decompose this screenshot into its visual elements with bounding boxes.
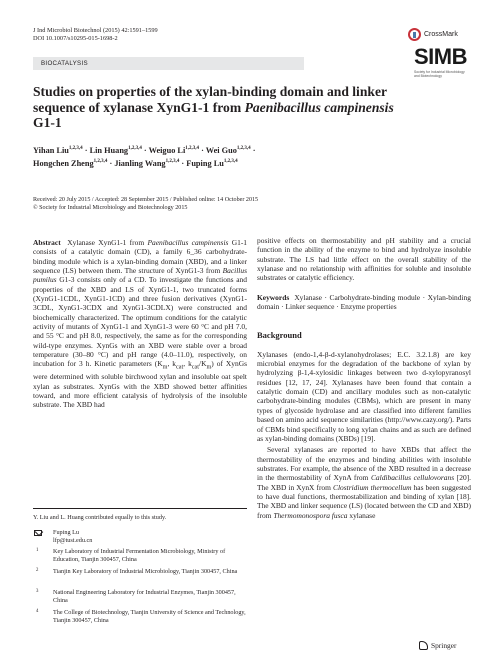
citation-link[interactable]: 19 [363, 433, 372, 443]
corresponding-name: Fuping Lu [53, 529, 79, 536]
keywords-label: Keywords [257, 292, 290, 302]
citation-link[interactable]: 12 [288, 377, 296, 387]
journal-line: J Ind Microbiol Biotechnol (2015) 42:1591–1599 [33, 27, 158, 34]
doi-line: DOI 10.1007/s10295-015-1698-2 [33, 35, 118, 43]
author-name: Wei Guo [205, 145, 237, 155]
author-list: Yihan Liu$^{1,2,3,4}$ · Lin Huang$^{1,2,3,4}$ · Weiguo Li$^{1,2,3,4}$ · Wei Guo$^{1,2,3,4}$ · Hongchen Zheng$^{1,2,3,4}$ · Jianling Wang$^{1,2,3,4}$ · Fuping Lu$^{1,2,3,4}$ [33, 145, 256, 168]
publication-dates [33, 196, 473, 212]
society-logo [414, 46, 474, 78]
springer-horse-icon [419, 641, 428, 650]
section-label: BIOCATALYSIS [33, 57, 304, 70]
corresponding-author [33, 529, 247, 545]
envelope-icon [34, 530, 42, 536]
keywords [257, 293, 471, 312]
author-name: Weiguo Li [148, 145, 186, 155]
article-title: Studies on properties of the xylan-binding domain and linker sequence of xylanase XynG1-1 from Paenibacillus campinensis G1-1 [33, 84, 394, 130]
cazy-url-link[interactable]: http://www.cazy.org/ [387, 415, 450, 425]
citation-link[interactable]: 20 [459, 473, 467, 483]
background-heading: Background [257, 330, 302, 341]
author-name: Jianling Wang [114, 158, 166, 168]
dates-line: Received: 20 July 2015 / Accepted: 28 September 2015 / Published online: 14 October 2015 [33, 197, 259, 203]
affiliation-3: 3 National Engineering Laboratory for Industrial Enzymes, Tianjin 300457, China [36, 589, 236, 604]
abstract-continued: positive effects on thermostability and pH stability and a crucial function in the ability of the enzyme to bind and hydrolyze insoluble substrate. The LS had little effect on the overall stability of the xylanase and no relationship with affinities for soluble and insoluble substrates or catalytic efficiency. [257, 236, 471, 283]
author-name: Fuping Lu [186, 158, 224, 168]
copyright-line: © Society for Industrial Microbiology and Biotechnology 2015 [33, 205, 188, 212]
affiliation-1: 1 Key Laboratory of Industrial Fermentation Microbiology, Ministry of Education, Tianjin 300457, China [36, 548, 226, 563]
publisher-name: Springer [431, 641, 457, 650]
abstract-label: Abstract [33, 238, 61, 247]
crossmark-label: CrossMark [424, 30, 458, 38]
journal-reference [33, 27, 158, 44]
author-name: Yihan Liu [33, 145, 69, 155]
logo-subtitle: Society for Industrial Microbiology and Biotechnology [414, 70, 465, 78]
citation-link[interactable]: 18 [459, 491, 467, 501]
citation-link[interactable]: 24 [315, 377, 324, 387]
abstract: Abstract Xylanase XynG1-1 from Paenibacillus campinensis G1-1 consists of a catalytic domain (CD), a family 6_36 carbohydrate-binding module which is a xylan-binding domain (XBD), and a linker sequence (LS) between them. The structure of XynG1-3 from Bacillus pumilus G1-3 consists only of a CD. To investigate the functions and properties of the XBD and LS of XynG1-1, two truncated forms (XynG1-1CDL, XynG1-1CD) and three fusion derivatives (XynG1-3CDL, XynG1-3CDX and XynG1-3CDLX) were constructed and biochemically characterized. The optimum conditions for the catalytic activity of mutants of XynG1-1 and XynG1-3 were 60 °C and pH 7.0, and 55 °C and pH 8.0, respectively, the same as for the corresponding wild-type enzymes. XynGs with an XBD were stable over a broad temperature (30–80 °C) and pH range (4.0–11.0), respectively, on incubation for 3 h. Kinetic parameters ($K_m$, $k_{cat}$, $k_{cat}/K_m$) of XynGs were determined with soluble birchwood xylan and insoluble oat spelt xylan as substrates. XynGs with the XBD showed better affinities toward, and more efficient catalysis of hydrolysis of the insoluble substrate. The XBD had [33, 238, 248, 410]
crossmark-icon [408, 28, 421, 41]
citation-link[interactable]: 17 [302, 377, 310, 387]
crossmark-badge[interactable] [408, 26, 466, 42]
affiliation-2: 2 Tianjin Key Laboratory of Industrial Microbiology, Tianjin 300457, China [36, 568, 238, 575]
background-paragraph-1: Xylanases (endo-1,4-β-d-xylanohydrolases; E.C. 3.2.1.8) are key microbial enzymes for the degradation of the backbone of xylan by hydrolyzing β-1,4-xylosidic linkages between two d-xylopyranosyl residues [12, 17, 24]. Xylanases have been found that contain a catalytic domain (CD) and ancillary modules such as non-catalytic carbohydrate-binding modules (CBMs), which are present in many types of glycoside hydrolase and are classified into different families based on amino acid sequence similarities (http://www.cazy.org/). Parts of CBMs bind specifically to long xylan chains and as such are defined as xylan-binding domains (XBDs) [19]. [257, 349, 472, 443]
right-column [257, 236, 471, 520]
author-name: Hongchen Zheng [33, 158, 94, 168]
corresponding-email[interactable]: lfp@tust.edu.cn [53, 537, 93, 544]
publisher-logo [419, 641, 456, 650]
background-paragraph-2: Several xylanases are reported to have XBDs that affect the thermostability of the enzymes and binding abilities with insoluble substrates. For example, the absence of the XBD resulted in a decrease in the thermostability of XynA from Caldibacillus cellulovorans [20]. The XBD in XynX from Clostridium thermocellum has been suggested to have dual functions, thermostabilization and binding of xylan [18]. The XBD and linker sequence (LS) (located between the CD and XBD) from Thermomonospora fusca xylanase [257, 445, 471, 520]
author-name: Lin Huang [89, 145, 129, 155]
affiliation-4: 4 The College of Biotechnology, Tianjin University of Science and Technology, Tianjin 300457, China [36, 609, 246, 624]
keywords-text: Xylanase · Carbohydrate-binding module · Xylan-binding domain · Linker sequence · Enzyme properties [257, 292, 471, 312]
footnote-divider [33, 508, 247, 509]
logo-word: SIMB [414, 44, 467, 69]
equal-contribution-note: Y. Liu and L. Huang contributed equally to this study. [33, 514, 167, 521]
